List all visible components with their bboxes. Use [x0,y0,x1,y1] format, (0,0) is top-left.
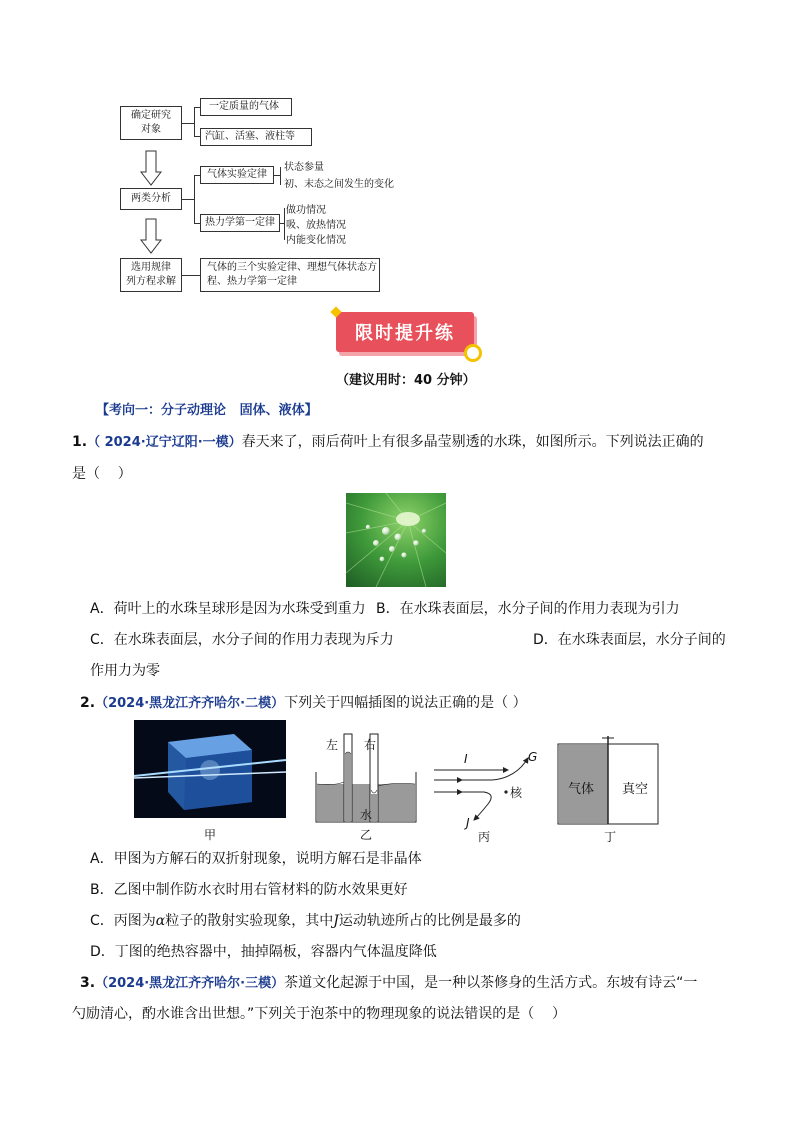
suggested-time: （建议用时：40 分钟） [336,373,476,388]
question-1-option-b: B．在水珠表面层，水分子间的作用力表现为引力 [376,601,680,617]
figure-bing-j: J [466,816,470,830]
flow-box-label: 一定质量的气体 [209,101,279,112]
question-1-stem-cont: 是（ ） [72,466,132,482]
ring-icon [464,344,482,362]
flow-note: 做功情况 [286,205,326,216]
question-number: 1. [72,434,88,450]
figure-ding-gas: 气体 [568,782,595,797]
question-1-stem [72,431,704,454]
section-title: 【考向一：分子动理论 固体、液体】 [96,403,318,418]
question-number: 3. [80,975,96,991]
question-text: 春天来了，雨后荷叶上有很多晶莹剔透的水珠，如图所示。下列说法正确的 [241,434,704,450]
question-3-stem [80,972,697,995]
flow-note: 内能变化情况 [286,235,346,246]
flow-box-research-object [120,106,182,140]
flow-box-label: 气体实验定律 [207,169,267,180]
down-arrow-icon [140,150,162,186]
question-2-option-a: A．甲图为方解石的双折射现象，说明方解石是非晶体 [90,851,422,867]
figure-ding-vacuum: 真空 [622,782,649,797]
flow-box-label: 选用规律 [131,262,171,273]
question-2-option-c: C．丙图为α粒子的散射实验现象，其中J运动轨迹所占的比例是最多的 [90,913,521,929]
figure-label-jia: 甲 [204,828,217,842]
figure-bing-nucleus: 核 [510,786,523,800]
question-1-option-c: C．在水珠表面层，水分子间的作用力表现为斥力 [90,632,394,648]
section-banner [336,312,476,356]
question-number: 2. [80,695,96,711]
banner-title: 限时提升练 [336,312,474,352]
flow-box-gas-law [200,166,274,184]
lotus-leaf-image [346,493,446,587]
figure-yi-right: 右 [364,738,377,752]
flow-note: 状态参量 [284,162,324,173]
flow-box-label: 气体的三个实验定律、理想气体状态方 [207,262,377,273]
flow-box-label: 两类分析 [131,193,171,204]
flow-box-label: 热力学第一定律 [205,217,275,228]
flow-box-label: 确定研究 [131,110,171,121]
flow-box-gas [200,98,292,116]
flow-note: 吸、放热情况 [286,220,346,231]
flow-box-label: 对象 [141,124,161,135]
flow-box-cylinder [200,128,312,146]
question-1-option-d: D．在水珠表面层，水分子间的 [533,632,726,648]
question-source: （2024·黑龙江齐齐哈尔·二模） [95,696,285,711]
flow-box-label: 程、热力学第一定律 [207,276,297,287]
question-text: 下列关于四幅插图的说法正确的是（ ） [284,695,527,711]
flow-box-choose-law [120,258,182,292]
figure-label-yi: 乙 [360,828,373,842]
question-2-option-d: D．丁图的绝热容器中，抽掉隔板，容器内气体温度降低 [90,944,437,960]
figure-label-ding: 丁 [604,830,617,844]
flow-box-first-law [200,214,280,232]
calcite-crystal-image [134,720,286,818]
flow-box-label: 列方程求解 [126,276,176,287]
figure-bing-g: G [528,750,538,764]
figure-yi-left: 左 [326,738,339,752]
figure-yi-water: 水 [360,808,373,822]
flow-note: 初、末态之间发生的变化 [284,179,394,190]
question-source: （2024·黑龙江齐齐哈尔·三模） [95,976,285,991]
question-3-stem-cont: 勺励清心，酌水谁含出世想。”下列关于泡茶中的物理现象的说法错误的是（ ） [72,1006,567,1022]
question-1-option-a: A．荷叶上的水珠呈球形是因为水珠受到重力 [90,601,366,617]
question-1-option-d-cont: 作用力为零 [90,663,160,679]
question-2-option-b: B．乙图中制作防水衣时用右管材料的防水效果更好 [90,882,408,898]
flow-box-label: 汽缸、活塞、液柱等 [205,131,295,142]
question-source: （ 2024·辽宁辽阳·一模） [87,435,242,450]
down-arrow-icon [140,218,162,254]
figure-bing-i: I [464,752,468,766]
question-2-stem [80,692,527,715]
question-text: 茶道文化起源于中国，是一种以茶修身的生活方式。东坡有诗云“一 [284,975,698,991]
flow-box-two-analyses [120,188,182,210]
alpha-scattering-diagram [432,748,542,828]
figure-label-bing: 丙 [478,830,491,844]
flow-box-laws [200,258,380,292]
